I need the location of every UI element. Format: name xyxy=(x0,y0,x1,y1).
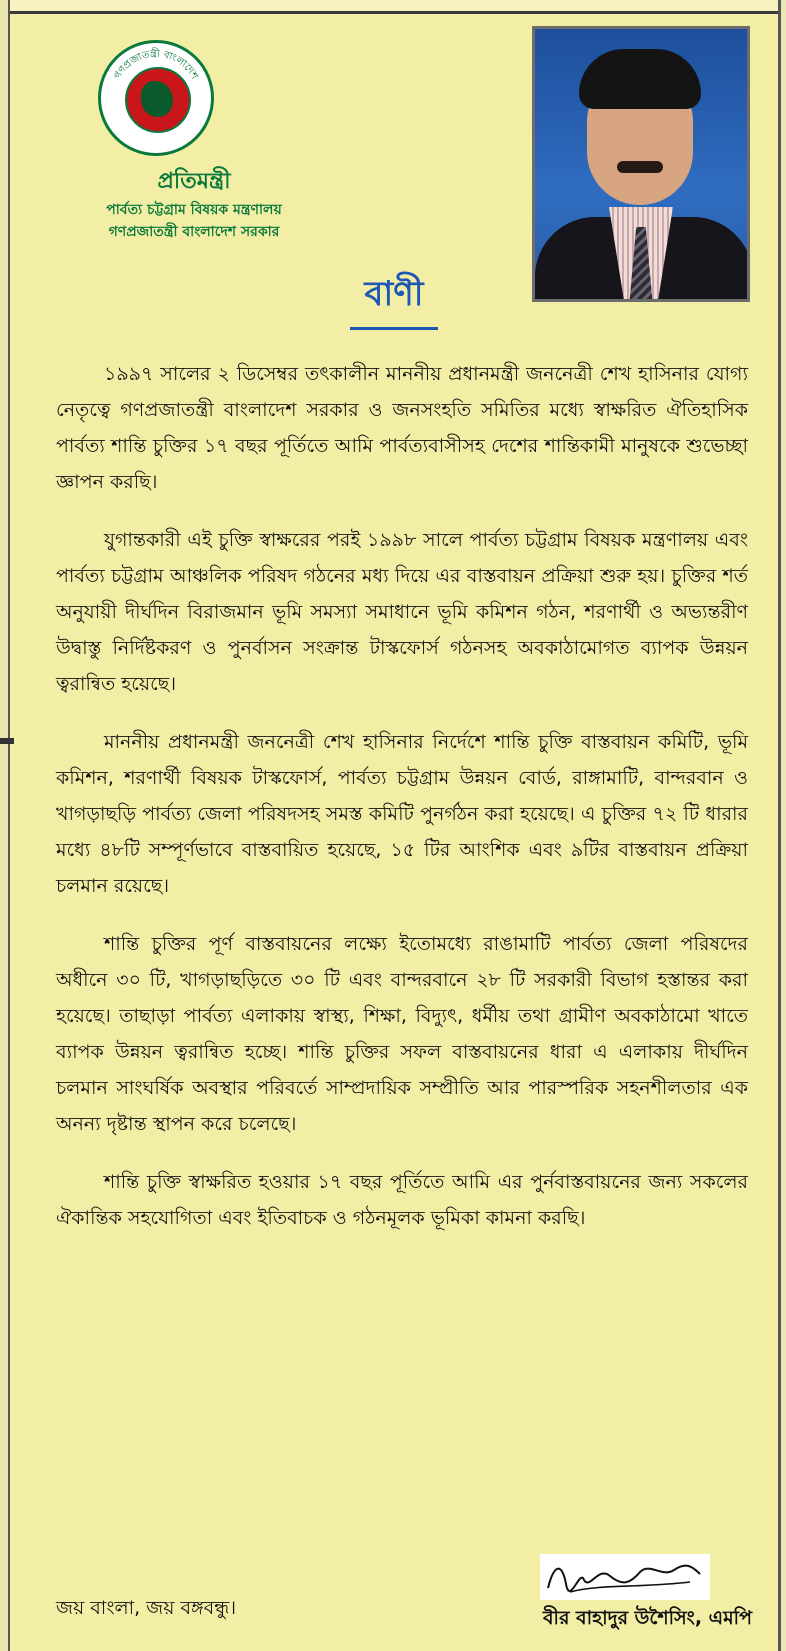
closing-slogan: জয় বাংলা, জয় বঙ্গবন্ধু। xyxy=(56,1597,237,1619)
seal-red-disc xyxy=(125,67,191,133)
right-border xyxy=(778,0,786,1651)
svg-text:গণপ্রজাতন্ত্রী বাংলাদেশ: গণপ্রজাতন্ত্রী বাংলাদেশ xyxy=(112,48,200,82)
message-panel xyxy=(20,16,768,1646)
bangladesh-map-icon xyxy=(141,81,173,117)
paragraph: ১৯৯৭ সালের ২ ডিসেম্বর তৎকালীন মাননীয় প্রধানমন্ত্রী জননেত্রী শেখ হাসিনার যোগ্য নেতৃত্বে গণপ্রজাতন্ত্রী বাংলাদেশ সরকার ও জনসংহতি সমিতির মধ্যে স্বাক্ষরিত ঐতিহাসিক পার্বত্য শান্তি চুক্তির ১৭ বছর পূর্তিতে আমি পার্বত্যবাসীসহ দেশের শান্তিকামী মানুষকে শুভেচ্ছা জ্ঞাপন করছি। xyxy=(56,363,748,493)
government-seal-icon xyxy=(98,40,214,156)
left-border xyxy=(0,0,10,1651)
paragraph: শান্তি চুক্তির পূর্ণ বাস্তবায়নের লক্ষ্যে ইতোমধ্যে রাঙামাটি পার্বত্য জেলা পরিষদের অধীনে ৩০ টি, খাগড়াছড়িতে ৩০ টি এবং বান্দরবানে ২৮ টি সরকারী বিভাগ হস্তান্তর করা হয়েছে। তাছাড়া পার্বত্য এলাকায় স্বাস্থ্য, শিক্ষা, বিদ্যুৎ, ধর্মীয় তথা গ্রামীণ অবকাঠামো খাতে ব্যাপক উন্নয়ন ত্বরান্বিত হচ্ছে। শান্তি চুক্তির সফল বাস্তবায়নের ধারা এ এলাকায় দীর্ঘদিন চলমান সাংঘর্ষিক অবস্থার পরিবর্তে সাম্প্রদায়িক সম্প্রীতি আর পারস্পরিক সহনশীলতার এক অনন্য দৃষ্টান্ত স্থাপন করে চলেছে। xyxy=(56,933,748,1135)
left-border-notch xyxy=(0,738,14,744)
signer-name: বীর বাহাদুর উশৈসিং, এমপি xyxy=(542,1607,752,1629)
paragraph: মাননীয় প্রধানমন্ত্রী জননেত্রী শেখ হাসিনার নির্দেশে শান্তি চুক্তি বাস্তবায়ন কমিটি, ভূমি কমিশন, শরণার্থী বিষয়ক টাস্কফোর্স, পার্বত্য চট্টগ্রাম উন্নয়ন বোর্ড, রাঙ্গামাটি, বান্দরবান ও খাগড়াছড়ি পার্বত্য জেলা পরিষদসহ সমস্ত কমিটি পুনর্গঠন করা হয়েছে। এ চুক্তির ৭২ টি ধারার মধ্যে ৪৮টি সম্পূর্ণভাবে বাস্তবায়িত হয়েছে, ১৫ টির আংশিক এবং ৯টির বাস্তবায়ন প্রক্রিয়া চলমান রয়েছে। xyxy=(56,731,748,897)
message-heading-wrap xyxy=(20,268,768,330)
handwritten-signature xyxy=(540,1554,710,1600)
office-title: প্রতিমন্ত্রী xyxy=(157,169,231,194)
portrait-moustache xyxy=(617,161,663,173)
ministry-name: পার্বত্য চট্টগ্রাম বিষয়ক মন্ত্রণালয় xyxy=(106,202,282,218)
message-heading: বাণী xyxy=(350,268,437,330)
signature-image xyxy=(540,1554,710,1600)
paragraph: শান্তি চুক্তি স্বাক্ষরিত হওয়ার ১৭ বছর পূর্তিতে আমি এর পুর্নবাস্তবায়নের জন্য সকলের ঐকান্তিক সহযোগিতা এবং ইতিবাচক ও গঠনমূলক ভূমিকা কামনা করছি। xyxy=(56,1171,748,1229)
message-body xyxy=(56,356,748,1258)
top-border xyxy=(0,0,786,14)
government-name: গণপ্রজাতন্ত্রী বাংলাদেশ সরকার xyxy=(108,224,280,240)
paragraph: যুগান্তকারী এই চুক্তি স্বাক্ষরের পরই ১৯৯৮ সালে পার্বত্য চট্টগ্রাম বিষয়ক মন্ত্রণালয় এবং পার্বত্য চট্টগ্রাম আঞ্চলিক পরিষদ গঠনের মধ্য দিয়ে এর বাস্তবায়ন প্রক্রিয়া শুরু হয়। চুক্তির শর্ত অনুযায়ী দীর্ঘদিন বিরাজমান ভূমি সমস্যা সমাধানে ভূমি কমিশন গঠন, শরণার্থী ও অভ্যন্তরীণ উদ্বাস্তু নির্দিষ্টকরণ ও পুনর্বাসন সংক্রান্ত টাস্কফোর্স গঠনসহ অবকাঠামোগত ব্যাপক উন্নয়ন ত্বরান্বিত হয়েছে। xyxy=(56,529,748,695)
portrait-hair xyxy=(579,49,701,109)
minister-portrait xyxy=(532,26,750,302)
